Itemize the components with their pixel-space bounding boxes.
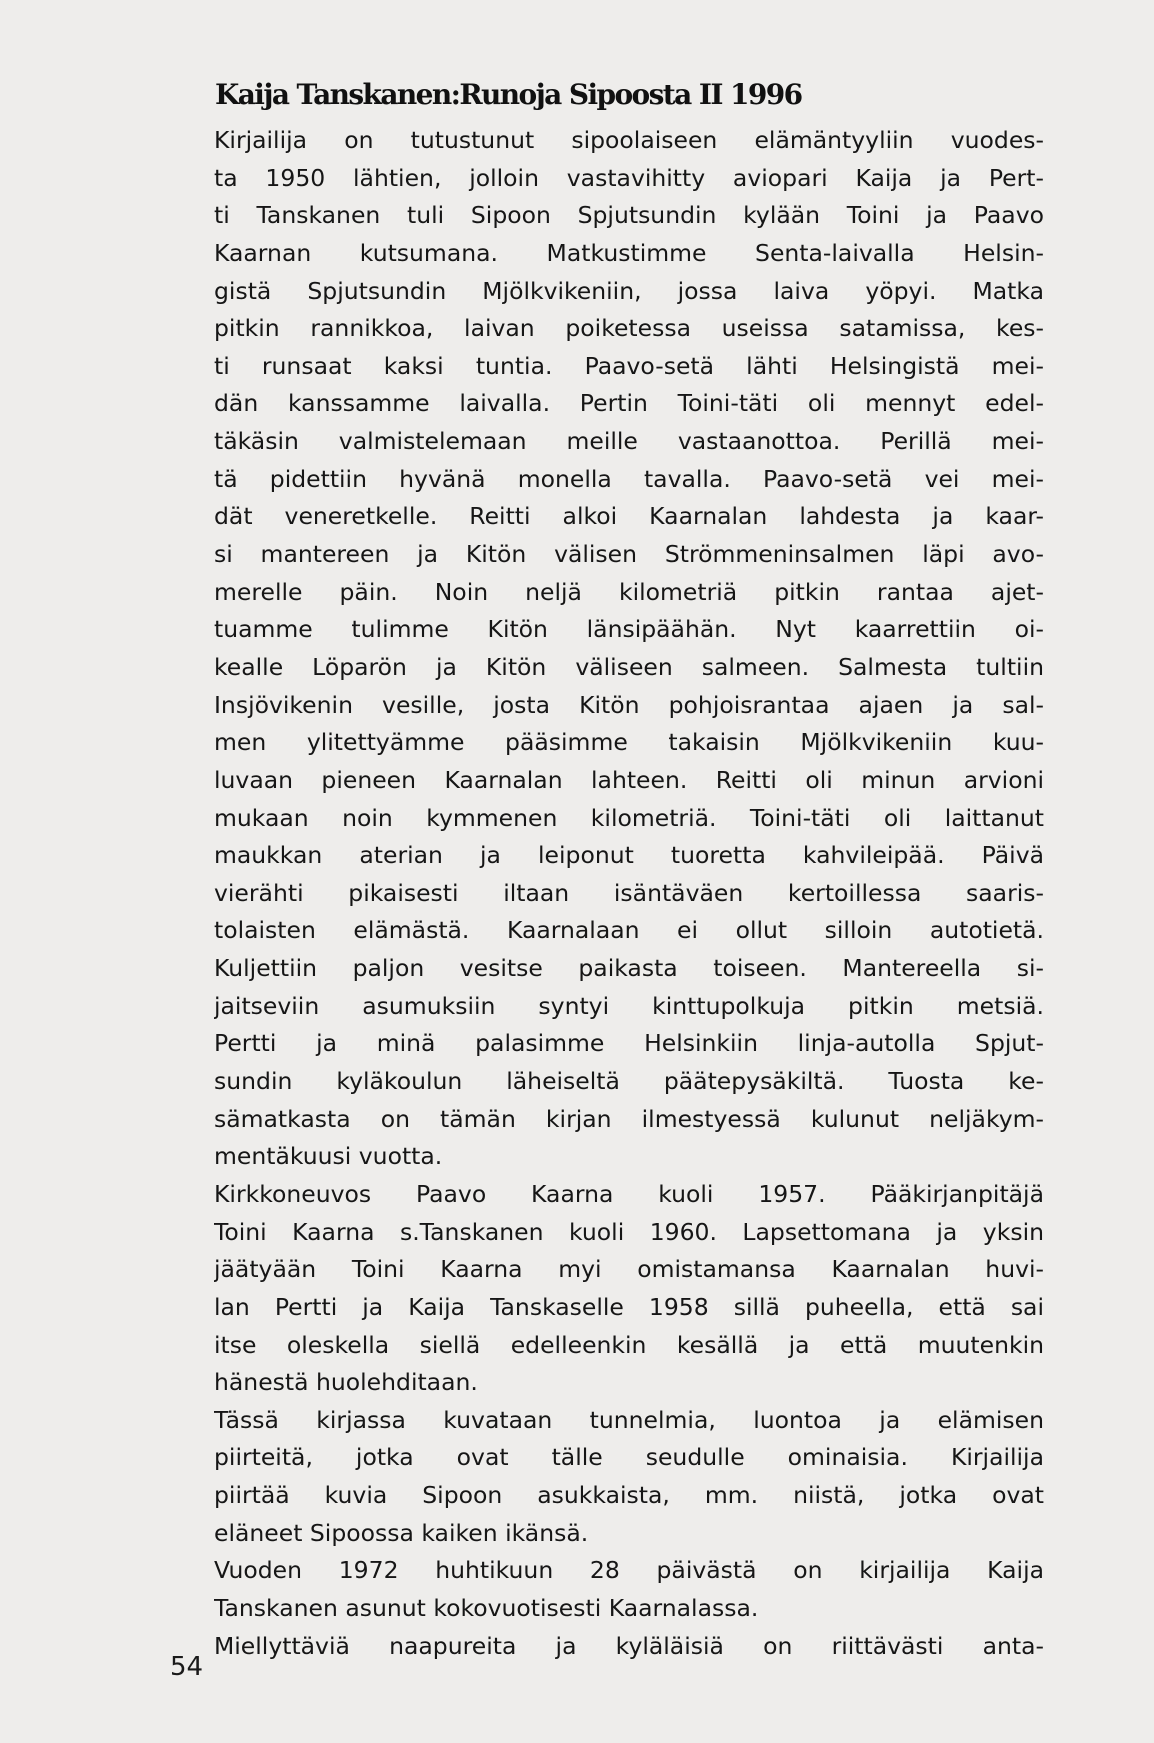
text-line: piirtää kuvia Sipoon asukkaista, mm. niistä, jotka ovat bbox=[214, 1481, 1044, 1510]
text-line: dän kanssamme laivalla. Pertin Toini-täti oli mennyt edel- bbox=[214, 389, 1044, 418]
text-line: kealle Löparön ja Kitön väliseen salmeen. Salmesta tultiin bbox=[214, 652, 1044, 681]
text-line: Kaarnan kutsumana. Matkustimme Senta-laivalla Helsin- bbox=[214, 238, 1044, 267]
text-line: Insjövikenin vesille, josta Kitön pohjoisrantaa ajaen ja sal- bbox=[214, 690, 1044, 719]
text-line: sundin kyläkoulun läheiseltä päätepysäkiltä. Tuosta ke- bbox=[214, 1067, 1044, 1096]
text-line: gistä Spjutsundin Mjölkvikeniin, jossa laiva yöpyi. Matka bbox=[214, 276, 1044, 305]
text-line: Kuljettiin paljon vesitse paikasta toiseen. Mantereella si- bbox=[214, 954, 1044, 983]
text-line: jäätyään Toini Kaarna myi omistamansa Kaarnalan huvi- bbox=[214, 1255, 1044, 1284]
text-line: piirteitä, jotka ovat tälle seudulle ominaisia. Kirjailija bbox=[214, 1443, 1044, 1472]
text-line: tä pidettiin hyvänä monella tavalla. Paavo-setä vei mei- bbox=[214, 464, 1044, 493]
text-line: Pertti ja minä palasimme Helsinkiin linja-autolla Spjut- bbox=[214, 1029, 1044, 1058]
text-line: men ylitettyämme pääsimme takaisin Mjölkvikeniin kuu- bbox=[214, 728, 1044, 757]
text-line: ta 1950 lähtien, jolloin vastavihitty aviopari Kaija ja Pert- bbox=[214, 163, 1044, 192]
page-title: Kaija Tanskanen:Runoja Sipoosta II 1996 bbox=[215, 78, 802, 111]
text-line: Tässä kirjassa kuvataan tunnelmia, luontoa ja elämisen bbox=[214, 1405, 1044, 1434]
body-text bbox=[214, 122, 1044, 1665]
text-line: eläneet Sipoossa kaiken ikänsä. bbox=[214, 1518, 589, 1547]
text-line: Toini Kaarna s.Tanskanen kuoli 1960. Lapsettomana ja yksin bbox=[214, 1217, 1044, 1246]
text-line: hänestä huolehditaan. bbox=[214, 1368, 478, 1397]
text-line: maukkan aterian ja leiponut tuoretta kahvileipää. Päivä bbox=[214, 841, 1044, 870]
text-line: Kirjailija on tutustunut sipoolaiseen elämäntyyliin vuodes- bbox=[214, 126, 1044, 154]
text-line: itse oleskella siellä edelleenkin kesällä ja että muutenkin bbox=[214, 1330, 1044, 1359]
text-line: tolaisten elämästä. Kaarnalaan ei ollut silloin autotietä. bbox=[214, 916, 1044, 945]
text-line: vierähti pikaisesti iltaan isäntäväen kertoillessa saaris- bbox=[214, 878, 1044, 907]
text-line: Kirkkoneuvos Paavo Kaarna kuoli 1957. Pääkirjanpitäjä bbox=[214, 1179, 1044, 1208]
text-line: ti Tanskanen tuli Sipoon Spjutsundin kylään Toini ja Paavo bbox=[214, 201, 1044, 230]
text-line: luvaan pieneen Kaarnalan lahteen. Reitti oli minun arvioni bbox=[214, 765, 1044, 794]
text-line: si mantereen ja Kitön välisen Strömmeninsalmen läpi avo- bbox=[214, 540, 1044, 569]
text-line: mukaan noin kymmenen kilometriä. Toini-täti oli laittanut bbox=[214, 803, 1044, 832]
text-line: merelle päin. Noin neljä kilometriä pitkin rantaa ajet- bbox=[214, 577, 1044, 606]
text-line: sämatkasta on tämän kirjan ilmestyessä kulunut neljäkym- bbox=[214, 1104, 1044, 1133]
text-line: dät veneretkelle. Reitti alkoi Kaarnalan lahdesta ja kaar- bbox=[214, 502, 1044, 531]
text-line: lan Pertti ja Kaija Tanskaselle 1958 sillä puheella, että sai bbox=[214, 1292, 1044, 1321]
text-line: Tanskanen asunut kokovuotisesti Kaarnalassa. bbox=[214, 1593, 759, 1622]
page-number: 54 bbox=[170, 1652, 204, 1682]
text-line: Miellyttäviä naapureita ja kyläläisiä on riittävästi anta- bbox=[214, 1631, 1044, 1660]
text-line: tuamme tulimme Kitön länsipäähän. Nyt kaarrettiin oi- bbox=[214, 615, 1044, 644]
text-line: täkäsin valmistelemaan meille vastaanottoa. Perillä mei- bbox=[214, 427, 1044, 456]
text-line: mentäkuusi vuotta. bbox=[214, 1142, 443, 1171]
text-line: pitkin rannikkoa, laivan poiketessa useissa satamissa, kes- bbox=[214, 314, 1044, 343]
text-line: Vuoden 1972 huhtikuun 28 päivästä on kirjailija Kaija bbox=[214, 1556, 1044, 1585]
text-line: jaitseviin asumuksiin syntyi kinttupolkuja pitkin metsiä. bbox=[214, 991, 1044, 1020]
text-line: ti runsaat kaksi tuntia. Paavo-setä lähti Helsingistä mei- bbox=[214, 351, 1044, 380]
